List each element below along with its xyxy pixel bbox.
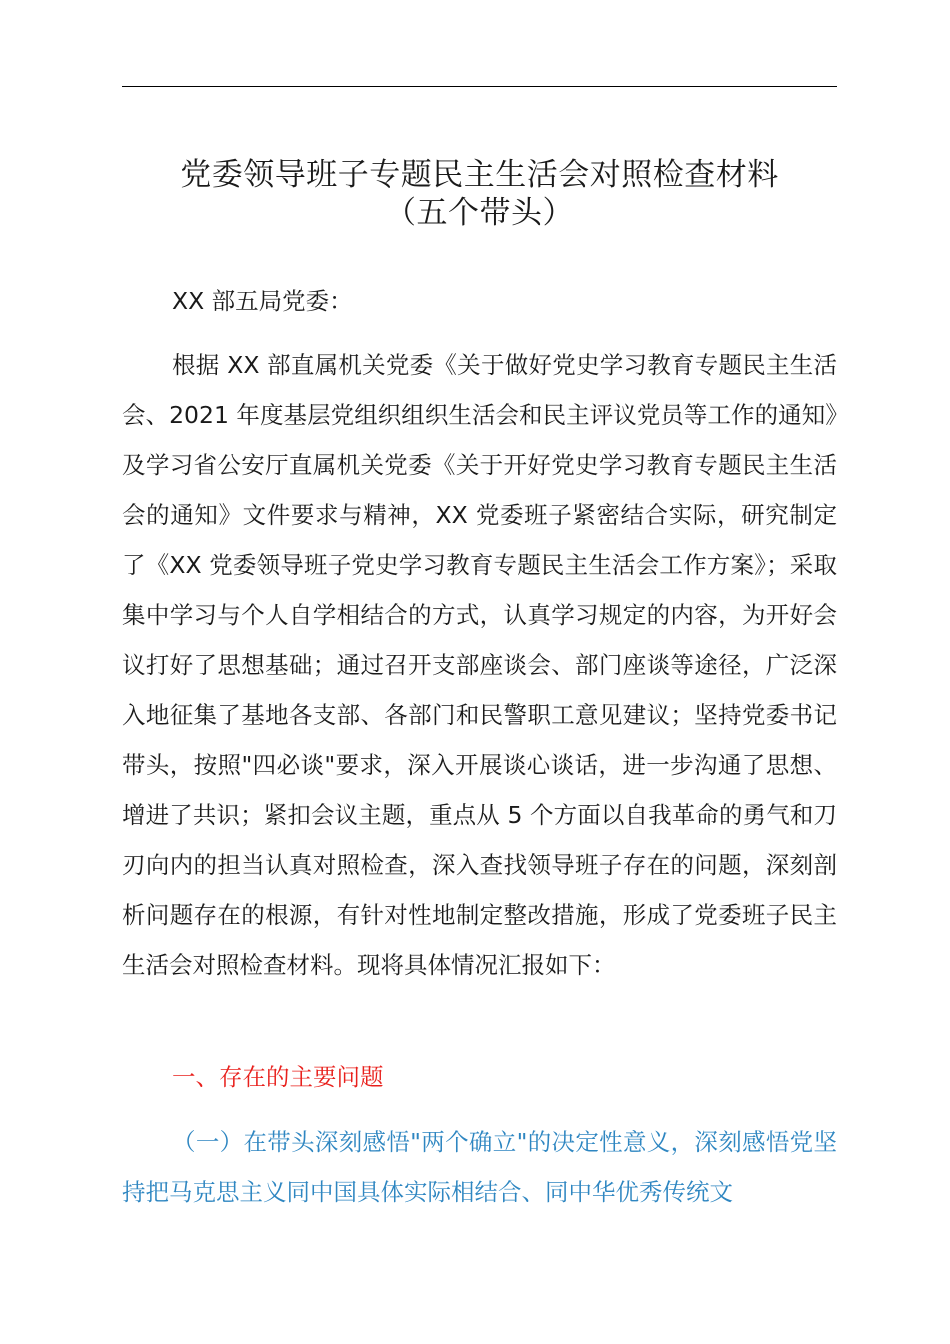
intro-paragraph: 根据 XX 部直属机关党委《关于做好党史学习教育专题民主生活会、2021 年度基层党组织组织生活会和民主评议党员等工作的通知》及学习省公安厅直属机关党委《关于开好党史学习教育专题民主生活会的通知》文件要求与精神，XX 党委班子紧密结合实际，研究制定了《XX 党委领导班子党史学习教育专题民主生活会工作方案》；采取集中学习与个人自学相结合的方式，认真学习规定的内容，为开好会议打好了思想基础；通过召开支部座谈会、部门座谈等途径，广泛深入地征集了基地各支部、各部门和民警职工意见建议；坚持党委书记带头，按照"四必谈"要求，深入开展谈心谈话，进一步沟通了思想、增进了共识；紧扣会议主题，重点从 5 个方面以自我革命的勇气和刀刃向内的担当认真对照检查，深入查找领导班子存在的问题，深刻剖析问题存在的根源，有针对性地制定整改措施，形成了党委班子民主生活会对照检查材料。现将具体情况汇报如下： bbox=[122, 351, 837, 979]
salutation: XX 部五局党委： bbox=[172, 287, 353, 315]
sub-section-heading: （一）在带头深刻感悟"两个确立"的决定性意义，深刻感悟党坚持把马克思主义同中国具体实际相结合、同中华优秀传统文 bbox=[122, 1128, 837, 1206]
document-title: 党委领导班子专题民主生活会对照检查材料 bbox=[180, 157, 779, 193]
header-rule bbox=[122, 86, 837, 87]
document-subtitle: （五个带头） bbox=[385, 195, 574, 231]
section-heading: 一、存在的主要问题 bbox=[172, 1063, 384, 1091]
